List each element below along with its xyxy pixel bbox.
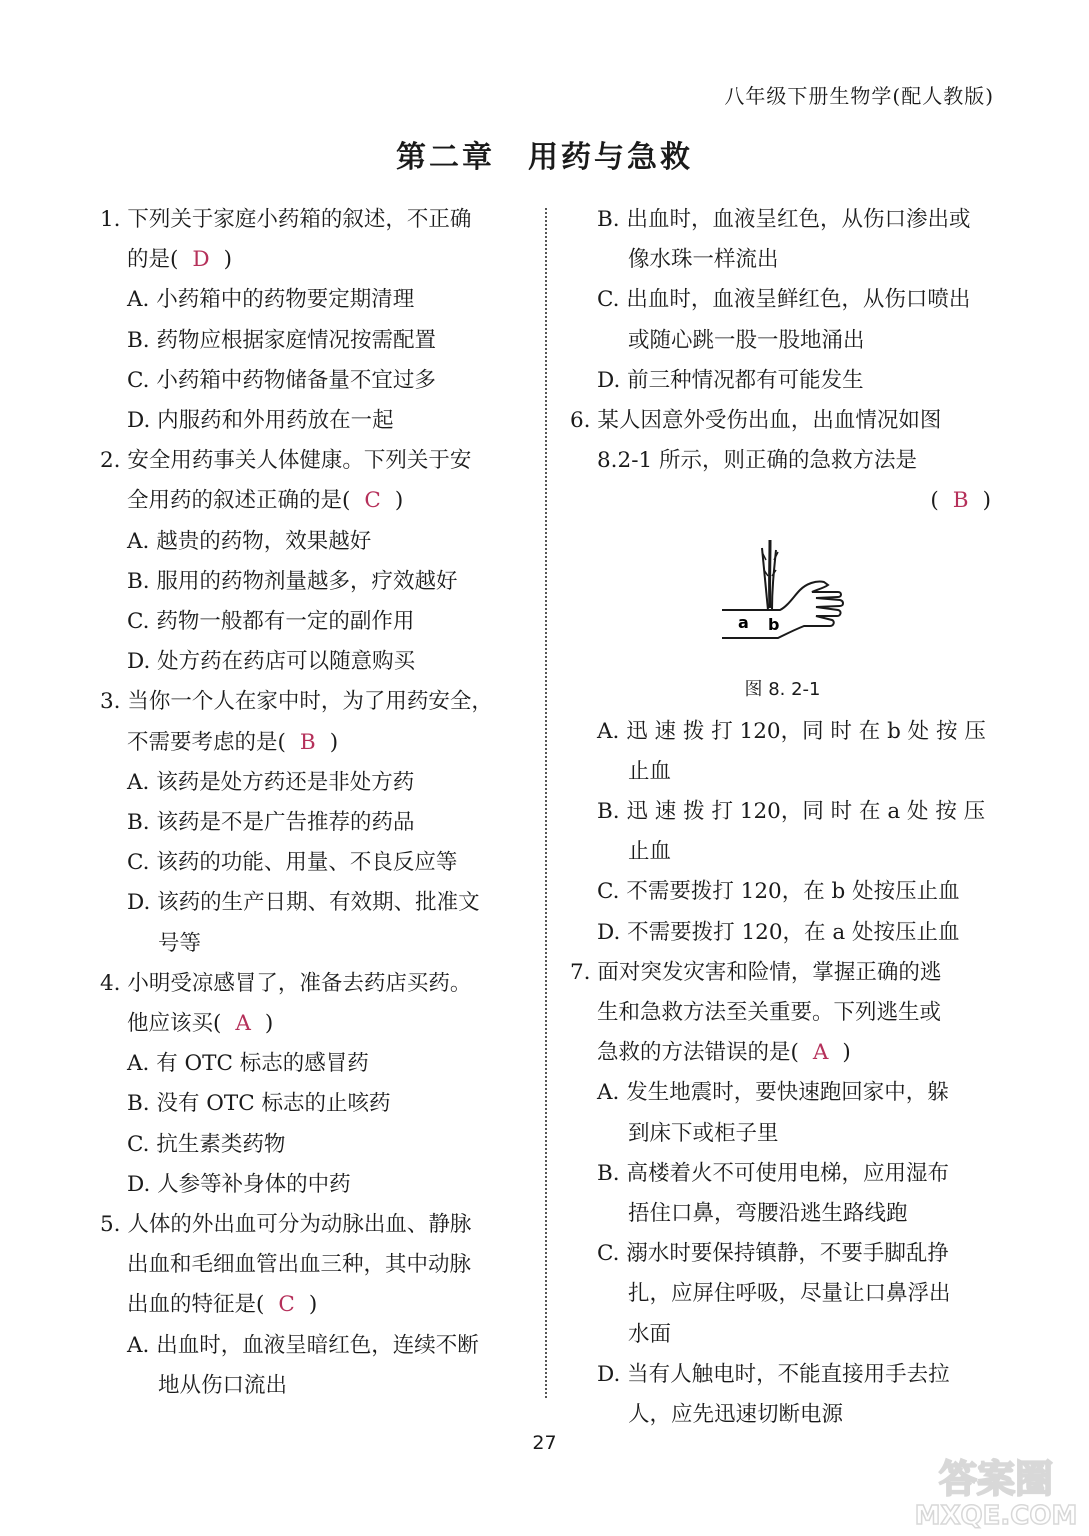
- question-7-answer: A: [812, 1040, 829, 1066]
- question-2-stem-line2: 全用药的叙述正确的是( C ): [127, 488, 404, 514]
- question-4-stem-line1: 4. 小明受凉感冒了，准备去药店买药。: [100, 970, 472, 996]
- question-2: [100, 441, 525, 682]
- question-3-option-d-line2: 号等: [158, 930, 202, 956]
- question-5-option-a-line2: 地从伤口流出: [158, 1372, 288, 1398]
- question-7-stem-line2: 生和急救方法至关重要。下列逃生或: [597, 1000, 942, 1026]
- question-1-stem-line1: 1. 下列关于家庭小药箱的叙述，不正确: [100, 207, 472, 232]
- question-6-answer: B: [952, 488, 969, 514]
- question-5-answer: C: [278, 1292, 295, 1318]
- question-5-option-c-line2: 或随心跳一股一股地涌出: [628, 327, 865, 353]
- figure-label-b: b: [768, 614, 780, 634]
- question-2-option-d: D. 处方药在药店可以随意购买: [127, 649, 416, 675]
- right-column: [570, 200, 995, 1435]
- question-5-stem-line1: 5. 人体的外出血可分为动脉出血、静脉: [100, 1212, 472, 1238]
- question-2-option-b: B. 服用的药物剂量越多，疗效越好: [127, 568, 458, 594]
- question-3-stem-line2: 不需要考虑的是( B ): [127, 729, 339, 755]
- question-3-option-a: A. 该药是处方药还是非处方药: [127, 769, 415, 795]
- question-5-option-b-line1: B. 出血时，血液呈红色，从伤口渗出或: [597, 207, 971, 232]
- question-7-option-d-line2: 人，应先迅速切断电源: [628, 1402, 844, 1428]
- book-title: 八年级下册生物学(配人教版): [724, 84, 994, 108]
- question-5: [100, 1205, 525, 1406]
- question-1-answer: D: [192, 247, 210, 273]
- question-5-stem-line2: 出血和毛细血管出血三种，其中动脉: [127, 1252, 472, 1278]
- watermark-logo: [911, 1450, 1081, 1530]
- question-6-option-b-line2: 止血: [628, 839, 672, 865]
- question-7-option-d-line1: D. 当有人触电时，不能直接用手去拉: [597, 1361, 950, 1387]
- question-7: [570, 953, 995, 1435]
- question-4-stem-line2: 他应该买( A ): [127, 1011, 274, 1037]
- bleeding-arm-illustration: [720, 530, 850, 660]
- question-6-option-d: D. 不需要拨打 120，在 a 处按压止血: [597, 919, 960, 945]
- question-4-option-d: D. 人参等补身体的中药: [127, 1171, 351, 1197]
- question-7-option-a-line1: A. 发生地震时，要快速跑回家中，躲: [597, 1080, 949, 1106]
- question-6-answer-bracket: ( B ): [930, 488, 991, 514]
- question-3-option-b: B. 该药是不是广告推荐的药品: [127, 810, 415, 836]
- question-4-answer: A: [235, 1011, 251, 1037]
- question-1-option-a: A. 小药箱中的药物要定期清理: [127, 287, 415, 313]
- chapter-title: 第二章 用药与急救: [396, 140, 693, 175]
- question-3: [100, 682, 525, 963]
- question-7-stem-line1: 7. 面对突发灾害和险情，掌握正确的逃: [570, 959, 942, 985]
- question-1-option-c: C. 小药箱中药物储备量不宜过多: [127, 367, 436, 393]
- question-1: [100, 200, 525, 441]
- question-6: [570, 401, 995, 953]
- figure-8-2-1: [570, 522, 995, 712]
- question-5-option-c-line1: C. 出血时，血液呈鲜红色，从伤口喷出: [597, 287, 971, 313]
- question-5-option-a-line1: A. 出血时，血液呈暗红色，连续不断: [127, 1332, 479, 1358]
- question-3-stem-line1: 3. 当你一个人在家中时，为了用药安全，: [100, 689, 493, 715]
- left-column: [100, 200, 525, 1406]
- watermark-bottom-text: MXQE.COM: [914, 1501, 1078, 1530]
- figure-caption: 图 8. 2-1: [744, 678, 821, 700]
- question-6-option-a-line2: 止血: [628, 758, 672, 784]
- question-2-stem-line1: 2. 安全用药事关人体健康。下列关于安: [100, 448, 472, 474]
- question-1-option-b: B. 药物应根据家庭情况按需配置: [127, 327, 436, 353]
- question-3-answer: B: [299, 729, 316, 755]
- page-number: 27: [532, 1432, 557, 1454]
- question-7-option-c-line2: 扎，应屏住呼吸，尽量让口鼻浮出: [628, 1281, 951, 1307]
- question-5-stem-line3: 出血的特征是( C ): [127, 1292, 318, 1318]
- question-6-option-a-line1: A. 迅 速 拨 打 120，同 时 在 b 处 按 压: [597, 718, 986, 744]
- column-divider: [545, 208, 547, 1398]
- question-7-stem-line3: 急救的方法错误的是( A ): [597, 1040, 851, 1066]
- question-6-stem-line1: 6. 某人因意外受伤出血，出血情况如图: [570, 408, 942, 434]
- question-4-option-a: A. 有 OTC 标志的感冒药: [127, 1051, 369, 1077]
- question-6-stem-line2: 8.2-1 所示，则正确的急救方法是: [597, 448, 917, 474]
- figure-label-a: a: [738, 612, 749, 632]
- question-6-option-b-line1: B. 迅 速 拨 打 120，同 时 在 a 处 按 压: [597, 799, 986, 825]
- question-7-option-b-line1: B. 高楼着火不可使用电梯，应用湿布: [597, 1160, 949, 1186]
- question-4-option-c: C. 抗生素类药物: [127, 1131, 286, 1157]
- question-5-option-b-line2: 像水珠一样流出: [628, 247, 779, 273]
- watermark-top-text: 答案圈: [938, 1457, 1054, 1501]
- question-7-option-b-line2: 捂住口鼻，弯腰沿逃生路线跑: [628, 1201, 908, 1227]
- question-4: [100, 964, 525, 1205]
- question-5-option-d: D. 前三种情况都有可能发生: [597, 367, 864, 393]
- question-1-stem-line2: 的是( D ): [127, 247, 233, 273]
- question-5-continued: [570, 200, 995, 401]
- question-3-option-d-line1: D. 该药的生产日期、有效期、批准文: [127, 890, 480, 916]
- question-4-option-b: B. 没有 OTC 标志的止咳药: [127, 1091, 391, 1117]
- question-6-option-c: C. 不需要拨打 120，在 b 处按压止血: [597, 879, 960, 905]
- question-2-option-c: C. 药物一般都有一定的副作用: [127, 609, 415, 635]
- question-7-option-c-line3: 水面: [628, 1321, 672, 1347]
- question-2-option-a: A. 越贵的药物，效果越好: [127, 528, 372, 554]
- question-7-option-a-line2: 到床下或柜子里: [628, 1120, 779, 1146]
- question-7-option-c-line1: C. 溺水时要保持镇静，不要手脚乱挣: [597, 1241, 949, 1267]
- question-2-answer: C: [364, 488, 381, 514]
- question-1-option-d: D. 内服药和外用药放在一起: [127, 408, 394, 434]
- question-3-option-c: C. 该药的功能、用量、不良反应等: [127, 850, 458, 876]
